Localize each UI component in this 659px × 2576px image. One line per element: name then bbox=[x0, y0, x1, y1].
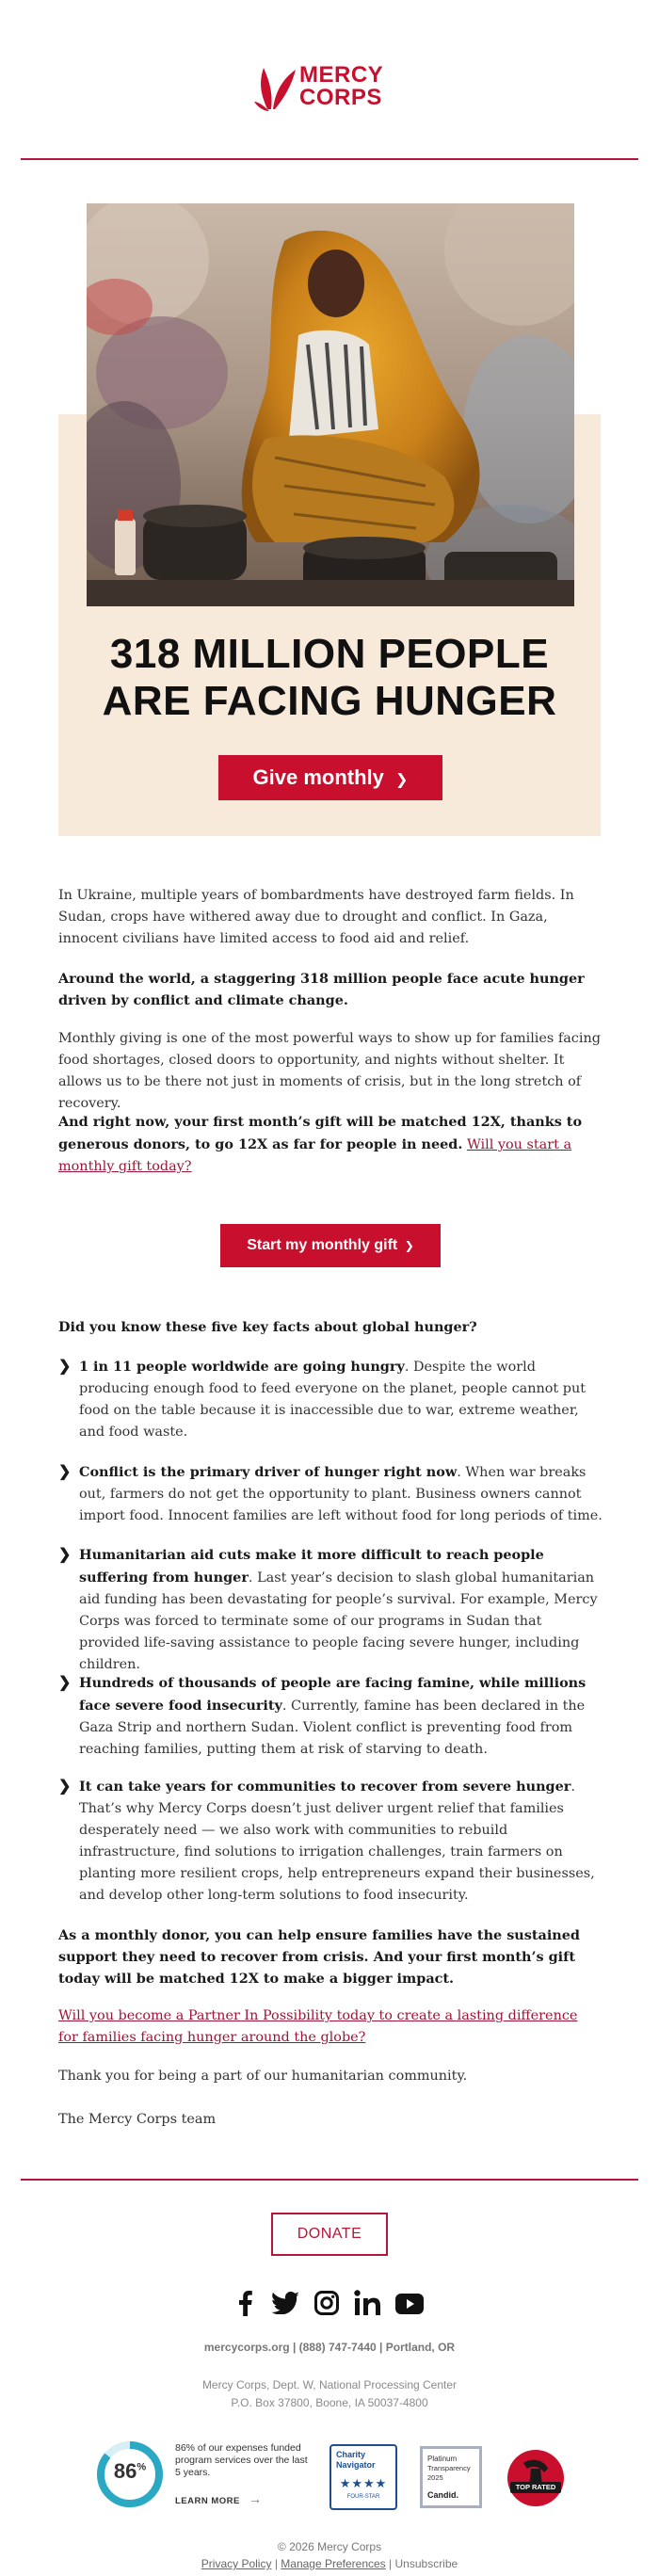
charity-navigator-badge[interactable] bbox=[330, 2444, 397, 2510]
hero-headline bbox=[58, 631, 601, 725]
top-rated-seal-icon bbox=[503, 2444, 569, 2510]
fact-text: . Last year’s decision to slash global humanitarian aid funding has been devastating for people’s survival. For example, Mercy Corps was forced to terminate some of our programs in Sudan that provided life-saving assistance to people facing severe hunger, including children. bbox=[79, 1570, 598, 1672]
youtube-icon[interactable] bbox=[395, 2294, 424, 2314]
footer-divider bbox=[21, 2179, 638, 2181]
fact-text: . Currently, famine has been declared in the Gaza Strip and northern Sudan. Violent conflict is preventing food from reaching families, putting them at risk of starving to death. bbox=[79, 1699, 586, 1757]
top-rated-label: TOP RATED bbox=[515, 2483, 556, 2491]
address-line-2: P.O. Box 37800, Boone, IA 50037-4800 bbox=[231, 2396, 428, 2409]
fact-bold: Humanitarian aid cuts make it more difficult to reach people suffering from hunger bbox=[79, 1547, 544, 1586]
percent-description: 86% of our expenses funded program services over the last 5 years. bbox=[175, 2442, 308, 2478]
four-star-icons: ★★★★ bbox=[339, 2476, 388, 2490]
partner-paragraph bbox=[58, 2005, 601, 2049]
hero-headline-line1: 318 MILLION PEOPLE bbox=[109, 631, 550, 677]
chevron-right-icon: ❯ bbox=[404, 1239, 414, 1252]
start-monthly-gift-button[interactable] bbox=[220, 1224, 441, 1267]
candid-brand: Candid. bbox=[427, 2490, 458, 2500]
chevron-right-icon: ❯ bbox=[58, 1675, 72, 1691]
fact-text: . That’s why Mercy Corps doesn’t just deliver urgent relief that families desperately need — we also work with communities to rebuild infrastructure, find solutions to irrigation challenges, train farmers on planting more resilient crops, help entrepreneurs expand their businesses, and develop other long-term solutions to food insecurity. bbox=[79, 1779, 595, 1903]
arrow-right-icon: → bbox=[249, 2491, 263, 2506]
logo-text-mercy: MERCY bbox=[299, 62, 384, 88]
address-line-1: Mercy Corps, Dept. W, National Processing Center bbox=[201, 2378, 458, 2391]
separator: | bbox=[379, 2341, 383, 2354]
logo-text-corps: CORPS bbox=[299, 85, 382, 110]
stat-text: Around the world, a staggering 318 million people face acute hunger driven by conflict and climate change. bbox=[58, 971, 585, 1008]
match-text: And right now, your first month’s gift will be matched 12X, thanks to generous donors, to go 12X as far for people in need. bbox=[58, 1114, 583, 1152]
chevron-right-icon: ❯ bbox=[58, 1779, 72, 1795]
facebook-icon[interactable] bbox=[235, 2290, 254, 2316]
chevron-right-icon: ❯ bbox=[58, 1359, 72, 1375]
fact-bold: 1 in 11 people worldwide are going hungry bbox=[79, 1359, 405, 1375]
charity-navigator-line1: Charity bbox=[336, 2450, 366, 2459]
manage-preferences-link[interactable]: Manage Preferences bbox=[281, 2557, 386, 2570]
social-links bbox=[235, 2290, 424, 2318]
four-star-label: FOUR-STAR bbox=[346, 2494, 380, 2500]
separator: | bbox=[292, 2341, 297, 2354]
candid-line1: Platinum bbox=[427, 2455, 458, 2463]
fact-text: . Despite the world producing enough food to feed everyone on the planet, people cannot put food on the table because it is inaccessible due to war, extreme weather, and food waste. bbox=[79, 1360, 587, 1440]
donate-button[interactable]: DONATE bbox=[271, 2213, 388, 2256]
monthly-giving-paragraph: Monthly giving is one of the most powerful ways to show up for families facing food shortages, closed doors to opportunity, and nights without shelter. It allows us to be there not just in moments of crisis, but in the long stretch of recovery. bbox=[58, 1031, 601, 1111]
fact-bold: Hundreds of thousands of people are facing famine, while millions face severe food insecurity bbox=[79, 1675, 587, 1714]
contact-line bbox=[0, 2341, 659, 2354]
copyright: © 2026 Mercy Corps bbox=[277, 2540, 382, 2553]
percent-number: 86 bbox=[113, 2459, 137, 2483]
twitter-icon[interactable] bbox=[271, 2292, 299, 2314]
learn-more-label: LEARN MORE bbox=[175, 2496, 240, 2506]
fact-bold: It can take years for communities to recover from severe hunger bbox=[79, 1779, 571, 1795]
stat-paragraph bbox=[58, 968, 601, 1011]
mercy-corps-logo[interactable] bbox=[254, 58, 414, 117]
give-monthly-button[interactable] bbox=[218, 755, 442, 800]
separator: | bbox=[274, 2557, 278, 2570]
start-monthly-gift-label: Start my monthly gift bbox=[247, 1237, 398, 1253]
chevron-right-icon: ❯ bbox=[58, 1547, 72, 1563]
linkedin-icon[interactable] bbox=[354, 2290, 382, 2316]
privacy-policy-link[interactable]: Privacy Policy bbox=[201, 2557, 272, 2570]
legal-links bbox=[0, 2557, 659, 2570]
separator: | bbox=[389, 2557, 393, 2570]
program-percent-badge[interactable] bbox=[96, 2439, 313, 2510]
city: Portland, OR bbox=[385, 2341, 456, 2354]
chevron-right-icon: ❯ bbox=[395, 772, 409, 788]
instagram-icon[interactable] bbox=[314, 2291, 339, 2315]
thanks-paragraph: Thank you for being a part of our humanitarian community. bbox=[58, 2069, 468, 2084]
donor-paragraph: As a monthly donor, you can help ensure families have the sustained support they need to recover from crisis. And your first month’s gift today will be matched 12X to make a bigger impact. bbox=[58, 1927, 580, 1987]
website-link[interactable]: mercycorps.org bbox=[203, 2341, 290, 2354]
chevron-right-icon: ❯ bbox=[58, 1464, 72, 1480]
phone-number[interactable]: (888) 747-7440 bbox=[298, 2341, 377, 2354]
percent-value bbox=[96, 2459, 164, 2484]
mercy-corps-leaf-icon bbox=[254, 60, 297, 115]
hero-photo bbox=[87, 203, 574, 606]
candid-platinum-badge[interactable] bbox=[420, 2446, 482, 2508]
top-rated-badge[interactable] bbox=[503, 2444, 569, 2510]
hero-headline-line2: ARE FACING HUNGER bbox=[102, 678, 557, 724]
match-paragraph bbox=[58, 1111, 601, 1178]
candid-line3: 2025 bbox=[427, 2473, 443, 2482]
facts-heading: Did you know these five key facts about global hunger? bbox=[58, 1319, 477, 1335]
unsubscribe-link[interactable]: Unsubscribe bbox=[394, 2557, 458, 2570]
header-divider bbox=[21, 158, 638, 160]
learn-more-link[interactable] bbox=[175, 2491, 263, 2506]
intro-paragraph: In Ukraine, multiple years of bombardments have destroyed farm fields. In Sudan, crops have withered away due to drought and conflict. In Gaza, innocent civilians have limited access to food aid and relief. bbox=[58, 888, 574, 946]
percent-sign: % bbox=[137, 2461, 147, 2473]
fact-bold: Conflict is the primary driver of hunger right now bbox=[79, 1464, 458, 1480]
mailing-address bbox=[0, 2376, 659, 2412]
charity-navigator-line2: Navigator bbox=[336, 2460, 376, 2470]
signoff: The Mercy Corps team bbox=[58, 2112, 217, 2127]
partner-in-possibility-link[interactable]: Will you become a Partner In Possibility today to create a lasting difference for families facing hunger around the globe? bbox=[58, 2008, 578, 2045]
candid-line2: Transparency bbox=[427, 2464, 471, 2472]
start-monthly-gift-link[interactable]: Will you start a monthly gift today? bbox=[58, 1137, 572, 1174]
fact-text: . When war breaks out, farmers do not get the opportunity to plant. Business owners cannot import food. Innocent families are left without food for long periods of time. bbox=[79, 1465, 603, 1523]
give-monthly-label: Give monthly bbox=[252, 765, 384, 789]
